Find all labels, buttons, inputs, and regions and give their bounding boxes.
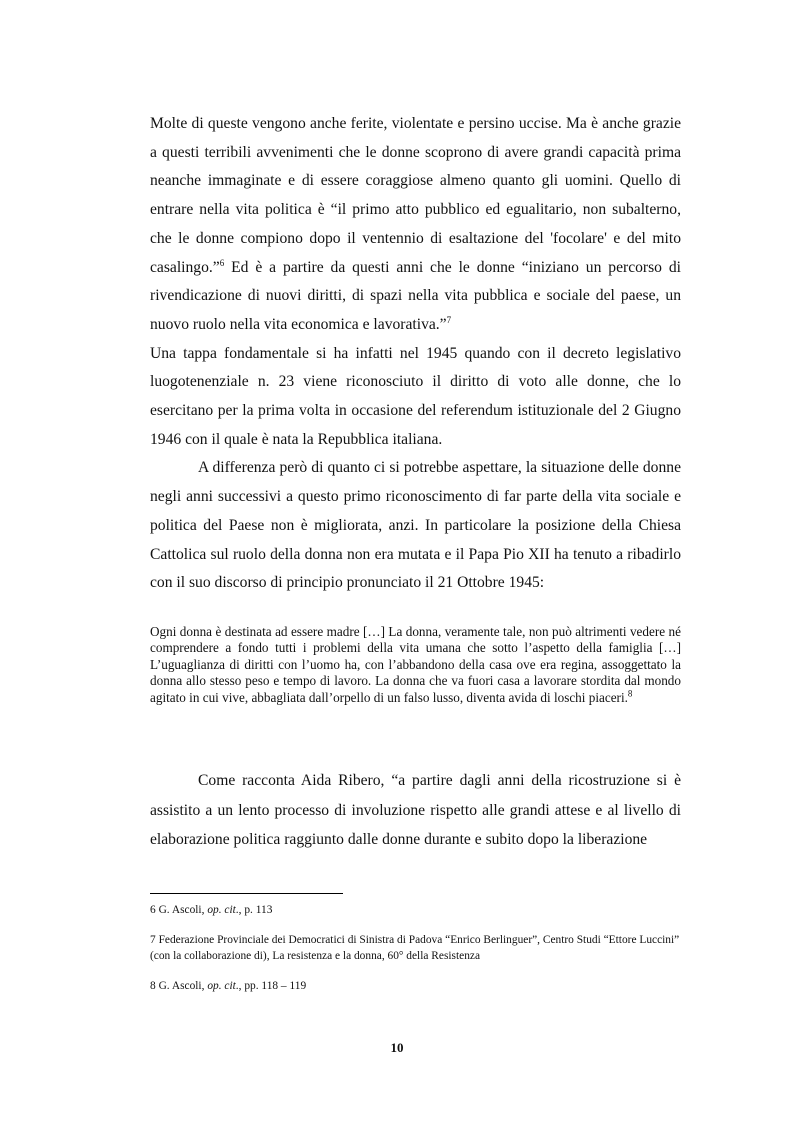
footnote-7-text: Federazione Provinciale dei Democratici di Sinistra di Padova “Enrico Berlinguer”, Centro Studi “Ettore Luccini” (con la collaborazione di), La resistenza e la donna, 60° della Resistenza <box>150 934 680 962</box>
paragraph-1-part-b: Ed è a partire da questi anni che le donne “iniziano un percorso di rivendicazione di nuovi diritti, di spazi nella vita pubblica e sociale del paese, un nuovo ruolo nella vita economica e lavorativa.” <box>150 258 681 333</box>
footnote-ref-8[interactable]: 8 <box>627 688 633 699</box>
footnote-8-number: 8 <box>150 980 156 992</box>
footnote-ref-6[interactable]: 6 <box>219 257 225 268</box>
footnote-8-author: G. Ascoli, <box>158 980 205 992</box>
quote-text: Ogni donna è destinata ad essere madre […] La donna, veramente tale, non può altrimenti vedere né comprendere a fondo tutti i problemi della vita umana che sotto l’aspetto della famiglia […] L’uguaglianza di diritti con l’uomo ha, con l’abbandono della casa ove era regina, assoggettato la donna allo stesso peso e tempo di lavoro. La donna che va fuori casa a lavorare stordita dal mondo agitato in cui vive, abbagliata dall’orpello di un falso lusso, diventa avida di loschi piaceri. <box>150 624 681 705</box>
block-quote <box>150 624 681 706</box>
footnote-6-number: 6 <box>150 904 156 916</box>
footnote-7 <box>150 932 690 964</box>
paragraph-2: Una tappa fondamentale si ha infatti nel 1945 quando con il decreto legislativo luogotenenziale n. 23 viene riconosciuto il diritto di voto alle donne, che lo esercitano per la prima volta in occasione del referendum istituzionale del 2 Giugno 1946 con il quale è nata la Repubblica italiana. <box>150 344 681 448</box>
footnote-6 <box>150 902 690 918</box>
paragraph-4: Come racconta Aida Ribero, “a partire dagli anni della ricostruzione si è assistito a un lento processo di involuzione rispetto alle grandi attese e al livello di elaborazione politica raggiunto dalle donne durante e subito dopo la liberazione <box>150 772 681 848</box>
footnote-8 <box>150 978 690 994</box>
paragraph-3: A differenza però di quanto ci si potrebbe aspettare, la situazione delle donne negli anni successivi a questo primo riconoscimento di far parte della vita sociale e politica del Paese non è migliorata, anzi. In particolare la posizione della Chiesa Cattolica sul ruolo della donna non era mutata e il Papa Pio XII ha tenuto a ribadirlo con il suo discorso di principio pronunciato il 21 Ottobre 1945: <box>150 459 681 592</box>
footnote-ref-7[interactable]: 7 <box>446 314 452 325</box>
footnote-7-number: 7 <box>150 934 156 946</box>
page-number: 10 <box>390 1040 404 1055</box>
paragraph-1-part-a: Molte di queste vengono anche ferite, violentate e persino uccise. Ma è anche grazie a questi terribili avvenimenti che le donne scoprono di avere grandi capacità prima neanche immaginate e di essere coraggiose almeno quanto gli uomini. Quello di entrare nella vita politica è “il primo atto pubblico ed egualitario, non subalterno, che le donne compiono dopo il ventennio di esaltazione del 'focolare' e del mito casalingo.” <box>150 115 681 276</box>
main-text <box>150 110 681 598</box>
paragraph-1 <box>150 110 681 340</box>
footnote-6-rest: ., p. 113 <box>235 904 273 916</box>
footnote-6-italic: op. cit <box>207 904 236 916</box>
footnote-separator <box>150 893 343 894</box>
footnote-6-author: G. Ascoli, <box>158 904 205 916</box>
footnote-8-rest: ., pp. 118 – 119 <box>235 980 307 992</box>
footnote-8-italic: op. cit <box>207 980 236 992</box>
